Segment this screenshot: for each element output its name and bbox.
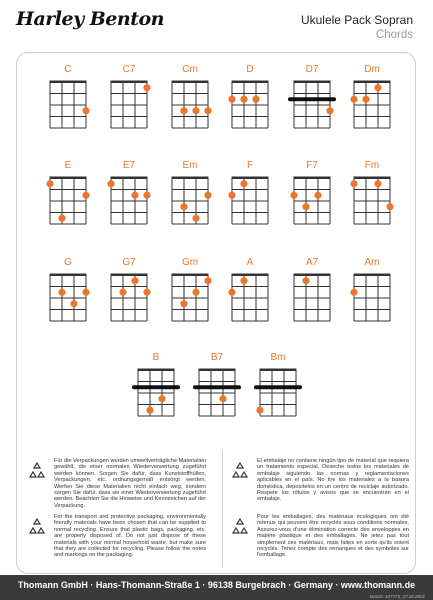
chord-diagram-fm xyxy=(344,160,400,232)
note-fr-text: Pour les emballages, des matériaux écologiques ont été retenus qui peuvent être recyclés sous conditions normales. Assurez-vous d'une élimination correcte des enveloppes en matière plastique et des emballages. Ne jetez pas tout simplement ces matériaux, mais faites en sorte qu'ils soient recyclés. Tenez compte des remarques et des symboles sur l'emballage. xyxy=(257,514,409,559)
finger-dot xyxy=(350,180,357,187)
chord-diagram-b7 xyxy=(189,352,245,424)
fretboard xyxy=(40,174,96,232)
note-es xyxy=(229,458,409,503)
finger-dot xyxy=(82,192,89,199)
finger-dot xyxy=(180,203,187,210)
footer-bar xyxy=(0,575,433,600)
footer-address: Thomann GmbH · Hans-Thomann-Straße 1 · 96138 Burgebrach · Germany · www.thomann.de xyxy=(17,580,416,590)
finger-dot xyxy=(58,289,65,296)
fretboard xyxy=(101,78,157,136)
fretboard xyxy=(284,78,340,136)
finger-dot xyxy=(314,192,321,199)
finger-dot xyxy=(146,407,153,414)
chord-diagram-bm xyxy=(250,352,306,424)
nut xyxy=(111,81,148,84)
chord-diagram-e xyxy=(40,160,96,232)
chord-name: Cm xyxy=(182,64,198,75)
chord-name: G7 xyxy=(122,257,136,268)
chord-name: Em xyxy=(182,160,198,171)
note-en xyxy=(26,514,206,559)
fretboard xyxy=(128,366,184,424)
finger-dot xyxy=(143,192,150,199)
finger-dot xyxy=(228,192,235,199)
fretboard xyxy=(222,174,278,232)
nut xyxy=(354,274,391,277)
nut xyxy=(50,274,87,277)
chord-diagram-f xyxy=(222,160,278,232)
finger-dot xyxy=(119,289,126,296)
finger-dot xyxy=(302,277,309,284)
finger-dot xyxy=(326,107,333,114)
chord-name: B7 xyxy=(210,352,224,363)
chord-name: E7 xyxy=(122,160,136,171)
nut xyxy=(138,369,175,372)
barre-bar xyxy=(132,385,180,389)
nut xyxy=(294,177,331,180)
finger-dot xyxy=(180,107,187,114)
finger-dot xyxy=(192,107,199,114)
finger-dot xyxy=(219,395,226,402)
chord-name: Gm xyxy=(181,257,199,268)
finger-dot xyxy=(192,289,199,296)
barre-bar xyxy=(288,97,336,101)
fretboard xyxy=(222,78,278,136)
finger-dot xyxy=(374,180,381,187)
nut xyxy=(111,177,148,180)
fretboard xyxy=(40,78,96,136)
finger-dot xyxy=(70,300,77,307)
doc-id: DocID: 427775_27.10.2021 xyxy=(369,594,425,599)
note-de-text: Für die Verpackungen wurden umweltverträgliche Materialien gewählt, die einer normalen Wiederverwertung zugeführt werden können. Sorgen Sie dafür, dass Kunststoffhüllen, Verpackungen, etc. ordnungsgemäß entsorgt werden. Werfen Sie diese Materialien nicht einfach weg, sondern sorgen Sie dafür, dass sie einer Wiederverwertung zugeführt werden. Beachten Sie die Hinweise und Kennzeichen auf der Verpackung. xyxy=(54,458,206,509)
chord-diagram-f7 xyxy=(284,160,340,232)
nut xyxy=(294,274,331,277)
finger-dot xyxy=(131,192,138,199)
chord-name: F xyxy=(246,160,254,171)
finger-dot xyxy=(240,277,247,284)
nut xyxy=(354,177,391,180)
chord-name: C xyxy=(64,64,72,75)
fretboard xyxy=(284,174,340,232)
finger-dot xyxy=(143,84,150,91)
finger-dot xyxy=(302,203,309,210)
finger-dot xyxy=(252,96,259,103)
note-es-text: El embalaje no contiene ningún tipo de material que requiera un tratamiento especial. Deseche todos los materiales de embalaje siguiendo las normas y reglamentaciones aplicables en el país. No tire los materiales a la basura doméstica, deposítelos en un centro de reciclaje autorizado. Respete los rótulos y avisos que se encuentran en el embalaje. xyxy=(257,458,409,503)
note-en-text: For the transport and protective packaging, environmentally friendly materials have been chosen that can be supplied to normal recycling. Ensure that plastic bags, packaging, etc. are properly disposed of. Do not just dispose of these materials with your normal household waste, but make sure that they are collected for recycling. Please follow the notes and markings on the packaging. xyxy=(54,514,206,559)
nut xyxy=(172,274,209,277)
chord-name: Am xyxy=(364,257,380,268)
notes-divider xyxy=(222,450,223,568)
brand-logo: Harley Benton xyxy=(16,8,164,30)
finger-dot xyxy=(350,289,357,296)
nut xyxy=(232,81,269,84)
finger-dot xyxy=(350,96,357,103)
chord-name: G xyxy=(64,257,72,268)
fretboard xyxy=(162,78,218,136)
chord-diagram-c7 xyxy=(101,64,157,136)
chord-diagram-d xyxy=(222,64,278,136)
nut xyxy=(232,177,269,180)
finger-dot xyxy=(180,300,187,307)
finger-dot xyxy=(131,277,138,284)
title-text: Ukulele Pack Sopran xyxy=(300,13,413,27)
finger-dot xyxy=(386,203,393,210)
finger-dot xyxy=(256,407,263,414)
recycling-icon xyxy=(229,460,251,482)
finger-dot xyxy=(46,180,53,187)
fretboard xyxy=(101,271,157,329)
chord-diagram-b xyxy=(128,352,184,424)
fretboard xyxy=(101,174,157,232)
finger-dot xyxy=(290,192,297,199)
fretboard xyxy=(344,78,400,136)
note-fr xyxy=(229,514,409,559)
nut xyxy=(232,274,269,277)
chord-name: A7 xyxy=(305,257,319,268)
recycling-icon xyxy=(26,516,48,538)
finger-dot xyxy=(228,289,235,296)
chord-name: C7 xyxy=(122,64,136,75)
fretboard xyxy=(344,174,400,232)
chord-name: B xyxy=(152,352,160,363)
barre-bar xyxy=(254,385,302,389)
subtitle-text: Chords xyxy=(375,29,413,41)
chord-name: Fm xyxy=(364,160,380,171)
fretboard xyxy=(284,271,340,329)
barre-bar xyxy=(193,385,241,389)
nut xyxy=(260,369,297,372)
fretboard xyxy=(162,174,218,232)
finger-dot xyxy=(82,289,89,296)
nut xyxy=(111,274,148,277)
chord-diagram-a xyxy=(222,257,278,329)
chord-diagram-g xyxy=(40,257,96,329)
finger-dot xyxy=(374,84,381,91)
nut xyxy=(50,177,87,180)
fretboard xyxy=(222,271,278,329)
nut xyxy=(172,177,209,180)
chord-diagram-cm xyxy=(162,64,218,136)
chord-diagram-am xyxy=(344,257,400,329)
finger-dot xyxy=(362,96,369,103)
chord-name: Bm xyxy=(270,352,286,363)
fretboard xyxy=(162,271,218,329)
chord-name: D7 xyxy=(305,64,319,75)
chord-diagram-g7 xyxy=(101,257,157,329)
chord-diagram-d7 xyxy=(284,64,340,136)
note-de xyxy=(26,458,206,509)
nut xyxy=(172,81,209,84)
fretboard xyxy=(189,366,245,424)
recycling-notes xyxy=(26,450,409,570)
chord-name: Dm xyxy=(364,64,380,75)
finger-dot xyxy=(158,395,165,402)
chord-diagram-a7 xyxy=(284,257,340,329)
nut xyxy=(294,81,331,84)
finger-dot xyxy=(204,107,211,114)
chord-diagram-dm xyxy=(344,64,400,136)
finger-dot xyxy=(228,96,235,103)
finger-dot xyxy=(107,180,114,187)
finger-dot xyxy=(58,215,65,222)
chord-name: E xyxy=(64,160,72,171)
finger-dot xyxy=(192,215,199,222)
finger-dot xyxy=(143,289,150,296)
finger-dot xyxy=(204,277,211,284)
finger-dot xyxy=(240,96,247,103)
finger-dot xyxy=(240,180,247,187)
chord-diagram-gm xyxy=(162,257,218,329)
nut xyxy=(354,81,391,84)
fretboard xyxy=(250,366,306,424)
chord-name: A xyxy=(246,257,254,268)
chord-name: D xyxy=(246,64,254,75)
chord-diagram-em xyxy=(162,160,218,232)
fretboard xyxy=(40,271,96,329)
recycling-icon xyxy=(229,516,251,538)
nut xyxy=(199,369,236,372)
finger-dot xyxy=(204,192,211,199)
recycling-icon xyxy=(26,460,48,482)
chord-name: F7 xyxy=(306,160,318,171)
fretboard xyxy=(344,271,400,329)
chord-diagram-e7 xyxy=(101,160,157,232)
finger-dot xyxy=(82,107,89,114)
nut xyxy=(50,81,87,84)
chord-diagram-c xyxy=(40,64,96,136)
